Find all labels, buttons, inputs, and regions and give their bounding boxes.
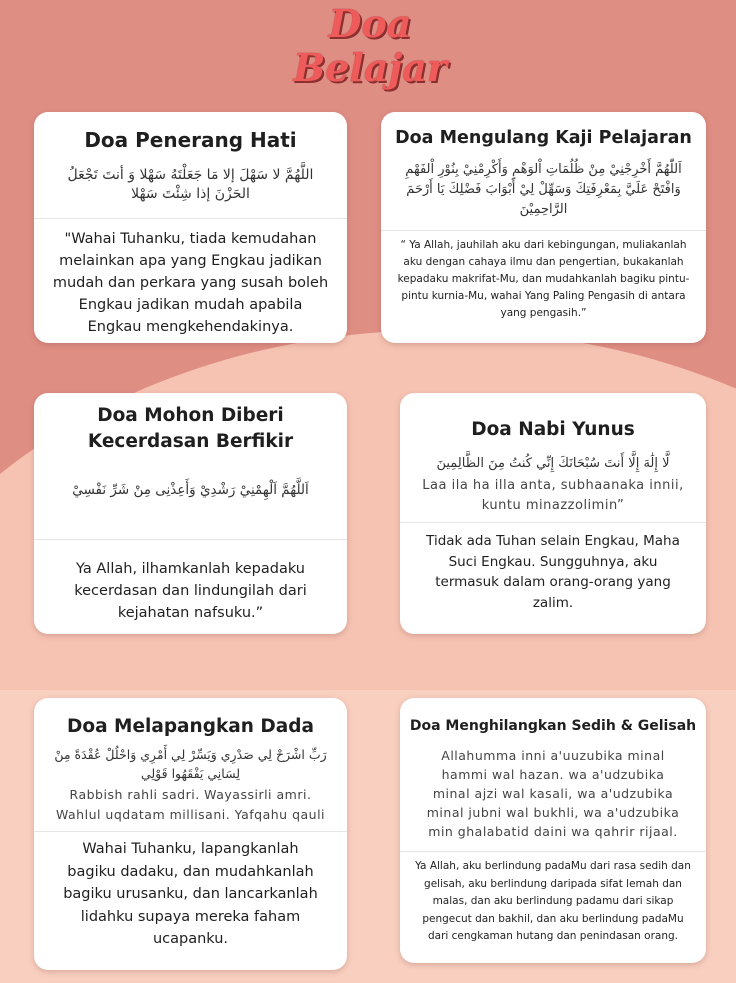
transliteration-text: Allahumma inni a'uuzubika minal hammi wal hazan. wa a'udzubika minal ajzi wal kasali, wa a'udzubika minal jubni wal bukhli, wa a'udzubika min ghalabatid daini wa qahrir rijaal. xyxy=(426,748,680,839)
page-title-line2: Belajar xyxy=(293,45,447,90)
card-doa-penerang-hati xyxy=(34,112,347,343)
card-title: Doa Nabi Yunus xyxy=(471,419,635,440)
card-doa-mengulang-kaji xyxy=(381,112,706,343)
card-doa-menghilangkan-sedih xyxy=(400,698,706,963)
meaning-text: “ Ya Allah, jauhilah aku dari kebingungan, muliakanlah aku dengan cahaya ilmu dan pengertian, bukakanlah kepadaku makrifat-Mu, dan mudahkanlah bagiku pintu-pintu kurnia-Mu, wahai Yang Paling Pengasih di antara yang pengasih.” xyxy=(397,239,690,319)
card-title: Doa Menghilangkan Sedih & Gelisah xyxy=(409,718,697,734)
meaning-text: Wahai Tuhanku, lapangkanlah bagiku dadaku, dan mudahkanlah bagiku urusanku, dan lancarkanlah lidahku supaya mereka faham ucapanku. xyxy=(63,841,318,947)
card-doa-nabi-yunus xyxy=(400,393,706,634)
meaning-text: Tidak ada Tuhan selain Engkau, Maha Suci Engkau. Sungguhnya, aku termasuk dalam orang-orang yang zalim. xyxy=(426,533,680,611)
card-title: Doa Mengulang Kaji Pelajaran xyxy=(395,128,692,148)
transliteration-text: Laa ila ha illa anta, subhaanaka innii, kuntu minazzolimin” xyxy=(422,478,684,513)
meaning-text: Ya Allah, aku berlindung padaMu dari rasa sedih dan gelisah, aku berlindung daripada sifat lemah dan malas, dan aku berlindung padamu dari sikap pengecut dan bakhil, dan aku berlindung padaMu dari cengkaman hutang dan penindasan orang. xyxy=(415,860,691,942)
card-doa-kecerdasan-berfikir xyxy=(34,393,347,634)
arabic-text: اَللّٰهُمَّ أَخْرِجْنِيْ مِنْ ظُلُمَاتِ اْلوَهْمِ وَأَكْرِمْنِيْ بِنُوْرِ اْلفَهْمِ وَافْتَحْ عَلَيَّ بِمَعْرِفَتِكَ وَسَهِّلْ لِيْ أَبْوَابَ فَضْلِكَ يَا أَرْحَمَ الرَّاحِمِيْنَ xyxy=(405,162,682,217)
arabic-text: رَبِّ اشْرَحْ لِي صَدْرِي وَيَسِّرْ لِي أَمْرِي وَاحْلُلْ عُقْدَةً مِنْ لِسَانِي يَفْقَهُوا قَوْلِي xyxy=(54,747,327,781)
arabic-text: اَللَّهُمَّ اَلْهِمْنِيْ رَشْدِيْ وَأَعِذْنِى مِنْ شَرِّ نَفْسِيْ xyxy=(72,482,309,498)
meaning-text: Ya Allah, ilhamkanlah kepadaku kecerdasan dan lindungilah dari kejahatan nafsuku.” xyxy=(74,561,307,622)
card-title: Doa Melapangkan Dada xyxy=(67,716,314,737)
page-title-line1: Doa xyxy=(328,1,412,46)
arabic-text: لَّا إِلَٰهَ إِلَّا أَنتَ سُبْحَانَكَ إِنِّي كُنتُ مِنَ الظَّالِمِينَ xyxy=(436,456,670,471)
card-title: Doa Penerang Hati xyxy=(84,128,297,152)
transliteration-text: Rabbish rahli sadri. Wayassirli amri. Wahlul uqdatam millisani. Yafqahu qauli xyxy=(55,787,326,822)
meaning-text: "Wahai Tuhanku, tiada kemudahan melainkan apa yang Engkau jadikan mudah dan perkara yang susah boleh Engkau jadikan mudah apabila Engkau mengkehendakinya. xyxy=(52,230,329,335)
page-title xyxy=(260,2,480,90)
card-title: Doa Mohon Diberi Kecerdasan Berfikir xyxy=(87,405,294,452)
arabic-text: اللَّهُمَّ لا سَهْلَ إلا مَا جَعَلْتَهُ سَهْلا وَ أنتَ تَجْعَلُ الحَزْنَ إذا شِئْتَ سَهْلا xyxy=(67,167,314,202)
card-doa-melapangkan-dada xyxy=(34,698,347,970)
